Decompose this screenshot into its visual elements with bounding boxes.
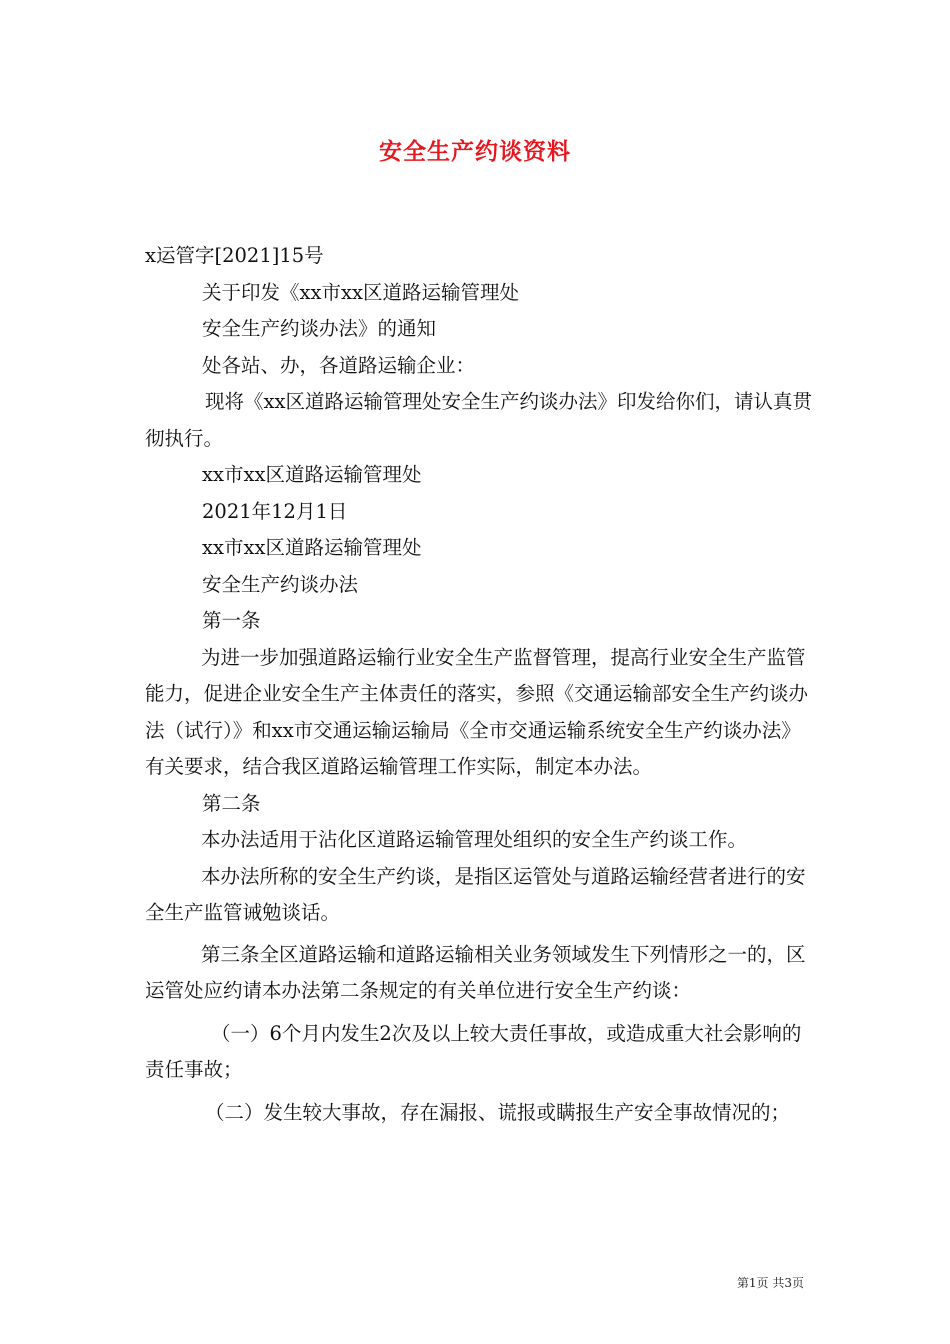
- measure-title: 安全生产约谈办法: [202, 572, 359, 596]
- article1-heading: 第一条: [202, 609, 261, 632]
- article2-paragraph-2: 本办法所称的安全生产约谈，是指区运管处与道路运输经营者进行的安全生产监管诫勉谈话。: [145, 864, 806, 924]
- document-body: [145, 238, 815, 1131]
- article3-paragraph: 第三条全区道路运输和道路运输相关业务领域发生下列情形之一的，区运管处应约请本办法第二条规定的有关单位进行安全生产约谈：: [145, 942, 806, 1002]
- addressee: 处各站、办，各道路运输企业：: [202, 353, 476, 377]
- page-number: 第1页 共3页: [736, 1276, 804, 1290]
- issuer: xx市xx区道路运输管理处: [202, 463, 422, 486]
- document-title: 安全生产约谈资料: [379, 138, 571, 165]
- notice-title-line2: 安全生产约谈办法》的通知: [202, 317, 437, 340]
- article3-item-2: （二）发生较大事故，存在漏报、谎报或瞒报生产安全事故情况的；: [205, 1100, 791, 1124]
- article2-paragraph-1: 本办法适用于沾化区道路运输管理处组织的安全生产约谈工作。: [201, 828, 748, 851]
- article3-item-1: （一）6个月内发生2次及以上较大责任事故，或造成重大社会影响的责任事故；: [145, 1021, 802, 1081]
- doc-number: x运管字[2021]15号: [145, 244, 324, 267]
- intro-paragraph: 现将《xx区道路运输管理处安全生产约谈办法》印发给你们，请认真贯彻执行。: [145, 390, 812, 450]
- notice-title-line1: 关于印发《xx市xx区道路运输管理处: [202, 280, 519, 304]
- issuer-repeat: xx市xx区道路运输管理处: [202, 536, 422, 559]
- article2-heading: 第二条: [202, 791, 261, 815]
- article1-paragraph: 为进一步加强道路运输行业安全生产监督管理，提高行业安全生产监管能力，促进企业安全生产主体责任的落实，参照《交通运输部安全生产约谈办法（试行）》和xx市交通运输运输局《全市交通运输系统安全生产约谈办法》有关要求，结合我区道路运输管理工作实际，制定本办法。: [145, 645, 809, 778]
- issue-date: 2021年12月1日: [202, 499, 348, 523]
